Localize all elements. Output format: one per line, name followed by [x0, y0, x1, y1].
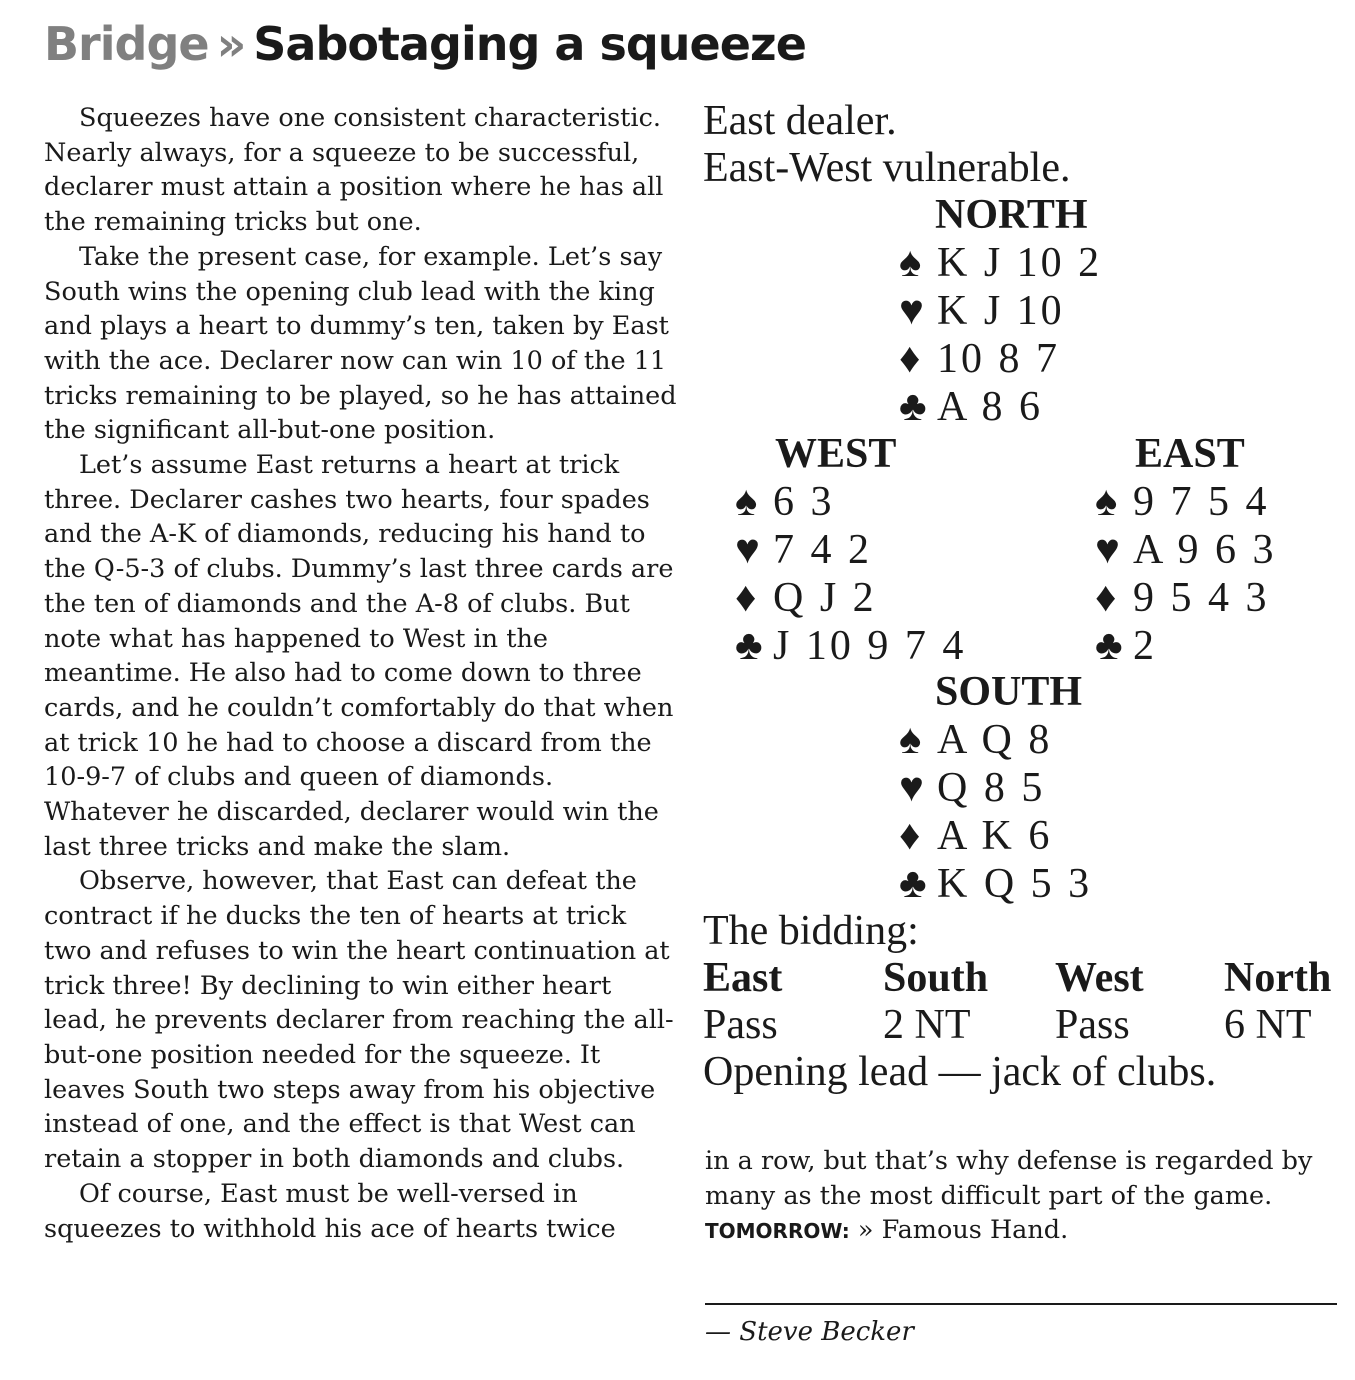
west-spades — [735, 478, 835, 526]
section-kicker: Bridge — [44, 17, 209, 71]
north-hearts — [899, 287, 1065, 335]
article-paragraph: Take the present case, for example. Let’s say South wins the opening club lead with the king and plays a heart to dummy’s ten, taken by East with the ace. Declarer now can win 10 of the 11 tricks remaining to be played, so he has attained the significant all-but-one position. — [44, 241, 677, 446]
diamond-icon: ♦ — [899, 336, 924, 382]
bid-header-south: South — [883, 955, 989, 1001]
north-hearts-cards: K J 10 — [937, 288, 1065, 334]
spade-icon: ♠ — [899, 240, 925, 286]
club-icon: ♣ — [899, 384, 930, 430]
south-hearts-cards: Q 8 5 — [937, 765, 1046, 811]
tomorrow-arrow: » — [857, 1215, 874, 1246]
east-label: EAST — [1135, 431, 1245, 477]
east-clubs-cards: 2 — [1133, 623, 1157, 669]
south-clubs — [899, 860, 1092, 908]
north-spades-cards: K J 10 2 — [937, 240, 1103, 286]
spade-icon: ♠ — [1095, 479, 1121, 525]
north-diamonds — [899, 335, 1060, 383]
headline-separator: » — [216, 17, 246, 71]
bid-header-west: West — [1055, 955, 1144, 1001]
north-label: NORTH — [935, 192, 1088, 238]
west-diamonds-cards: Q J 2 — [773, 575, 877, 621]
east-hearts — [1095, 526, 1277, 574]
bid-west: Pass — [1055, 1002, 1130, 1048]
bid-east: Pass — [703, 1002, 778, 1048]
north-clubs — [899, 383, 1043, 431]
tomorrow-label: TOMORROW: — [705, 1219, 850, 1244]
spade-icon: ♠ — [735, 479, 761, 525]
south-spades — [899, 716, 1052, 764]
east-diamonds — [1095, 574, 1270, 622]
tomorrow-line — [705, 1213, 1345, 1249]
article-paragraph: Squeezes have one consistent characteristic. Nearly always, for a squeeze to be successful, declarer must attain a position where he has all the remaining tricks but one. — [44, 103, 664, 238]
bid-south: 2 NT — [883, 1002, 971, 1048]
headline-title: Sabotaging a squeeze — [253, 17, 806, 71]
west-clubs — [735, 622, 966, 670]
article-paragraph: Observe, however, that East can defeat the contract if he ducks the ten of hearts at trick two and refuses to win the heart continuation at trick three! By declining to win either heart lead, he prevents declarer from reaching the all-but-one position needed for the squeeze. It leaves South two steps away from his objective instead of one, and the effect is that West can retain a stopper in both diamonds and clubs. — [44, 866, 674, 1175]
continuation-text: in a row, but that’s why defense is regarded by many as the most difficult part of the game. — [705, 1146, 1313, 1211]
tomorrow-text: Famous Hand. — [881, 1215, 1069, 1246]
bid-north: 6 NT — [1224, 1002, 1312, 1048]
bid-header-east: East — [703, 955, 783, 1001]
diamond-icon: ♦ — [735, 575, 760, 621]
byline: — Steve Becker — [705, 1317, 914, 1347]
south-spades-cards: A Q 8 — [937, 717, 1053, 763]
north-diamonds-cards: 10 8 7 — [937, 336, 1060, 382]
south-diamonds — [899, 812, 1052, 860]
north-clubs-cards: A 8 6 — [937, 384, 1044, 430]
west-hearts — [735, 526, 872, 574]
east-hearts-cards: A 9 6 3 — [1133, 527, 1277, 573]
headline — [44, 14, 806, 74]
west-diamonds — [735, 574, 877, 622]
west-clubs-cards: J 10 9 7 4 — [773, 623, 967, 669]
south-diamonds-cards: A K 6 — [937, 813, 1053, 859]
east-spades — [1095, 478, 1270, 526]
article-body — [44, 101, 680, 1246]
diamond-icon: ♦ — [1095, 575, 1120, 621]
club-icon: ♣ — [735, 623, 766, 669]
south-hearts — [899, 764, 1045, 812]
west-hearts-cards: 7 4 2 — [773, 527, 872, 573]
east-clubs — [1095, 622, 1157, 670]
club-icon: ♣ — [899, 861, 930, 907]
article-paragraph: Let’s assume East returns a heart at trick three. Declarer cashes two hearts, four spades and the A-K of diamonds, reducing his hand to the Q-5-3 of clubs. Dummy’s last three cards are the ten of diamonds and the A-8 of clubs. But note what has happened to West in the meantime. He also had to come down to three cards, and he couldn’t comfortably do that when at trick 10 he had to choose a discard from the 10-9-7 of clubs and queen of diamonds. Whatever he discarded, declarer would win the last three tricks and make the slam. — [44, 450, 674, 862]
west-label: WEST — [775, 431, 897, 477]
east-spades-cards: 9 7 5 4 — [1133, 479, 1270, 525]
south-clubs-cards: K Q 5 3 — [937, 861, 1093, 907]
north-spades — [899, 239, 1102, 287]
article-paragraph: Of course, East must be well-versed in squeezes to withhold his ace of hearts twice — [44, 1178, 616, 1244]
west-spades-cards: 6 3 — [773, 479, 835, 525]
spade-icon: ♠ — [899, 717, 925, 763]
article-continuation — [705, 1144, 1345, 1249]
club-icon: ♣ — [1095, 623, 1126, 669]
dealer-line: East dealer. — [703, 98, 897, 144]
byline-divider — [705, 1303, 1337, 1305]
heart-icon: ♥ — [735, 527, 763, 573]
heart-icon: ♥ — [1095, 527, 1123, 573]
vulnerability-line: East-West vulnerable. — [703, 145, 1071, 191]
bidding-title: The bidding: — [703, 908, 919, 954]
diamond-icon: ♦ — [899, 813, 924, 859]
opening-lead: Opening lead — jack of clubs. — [703, 1049, 1217, 1095]
south-label: SOUTH — [935, 669, 1083, 715]
deal-diagram — [703, 96, 1343, 1104]
heart-icon: ♥ — [899, 765, 927, 811]
bid-header-north: North — [1224, 955, 1332, 1001]
east-diamonds-cards: 9 5 4 3 — [1133, 575, 1270, 621]
heart-icon: ♥ — [899, 288, 927, 334]
